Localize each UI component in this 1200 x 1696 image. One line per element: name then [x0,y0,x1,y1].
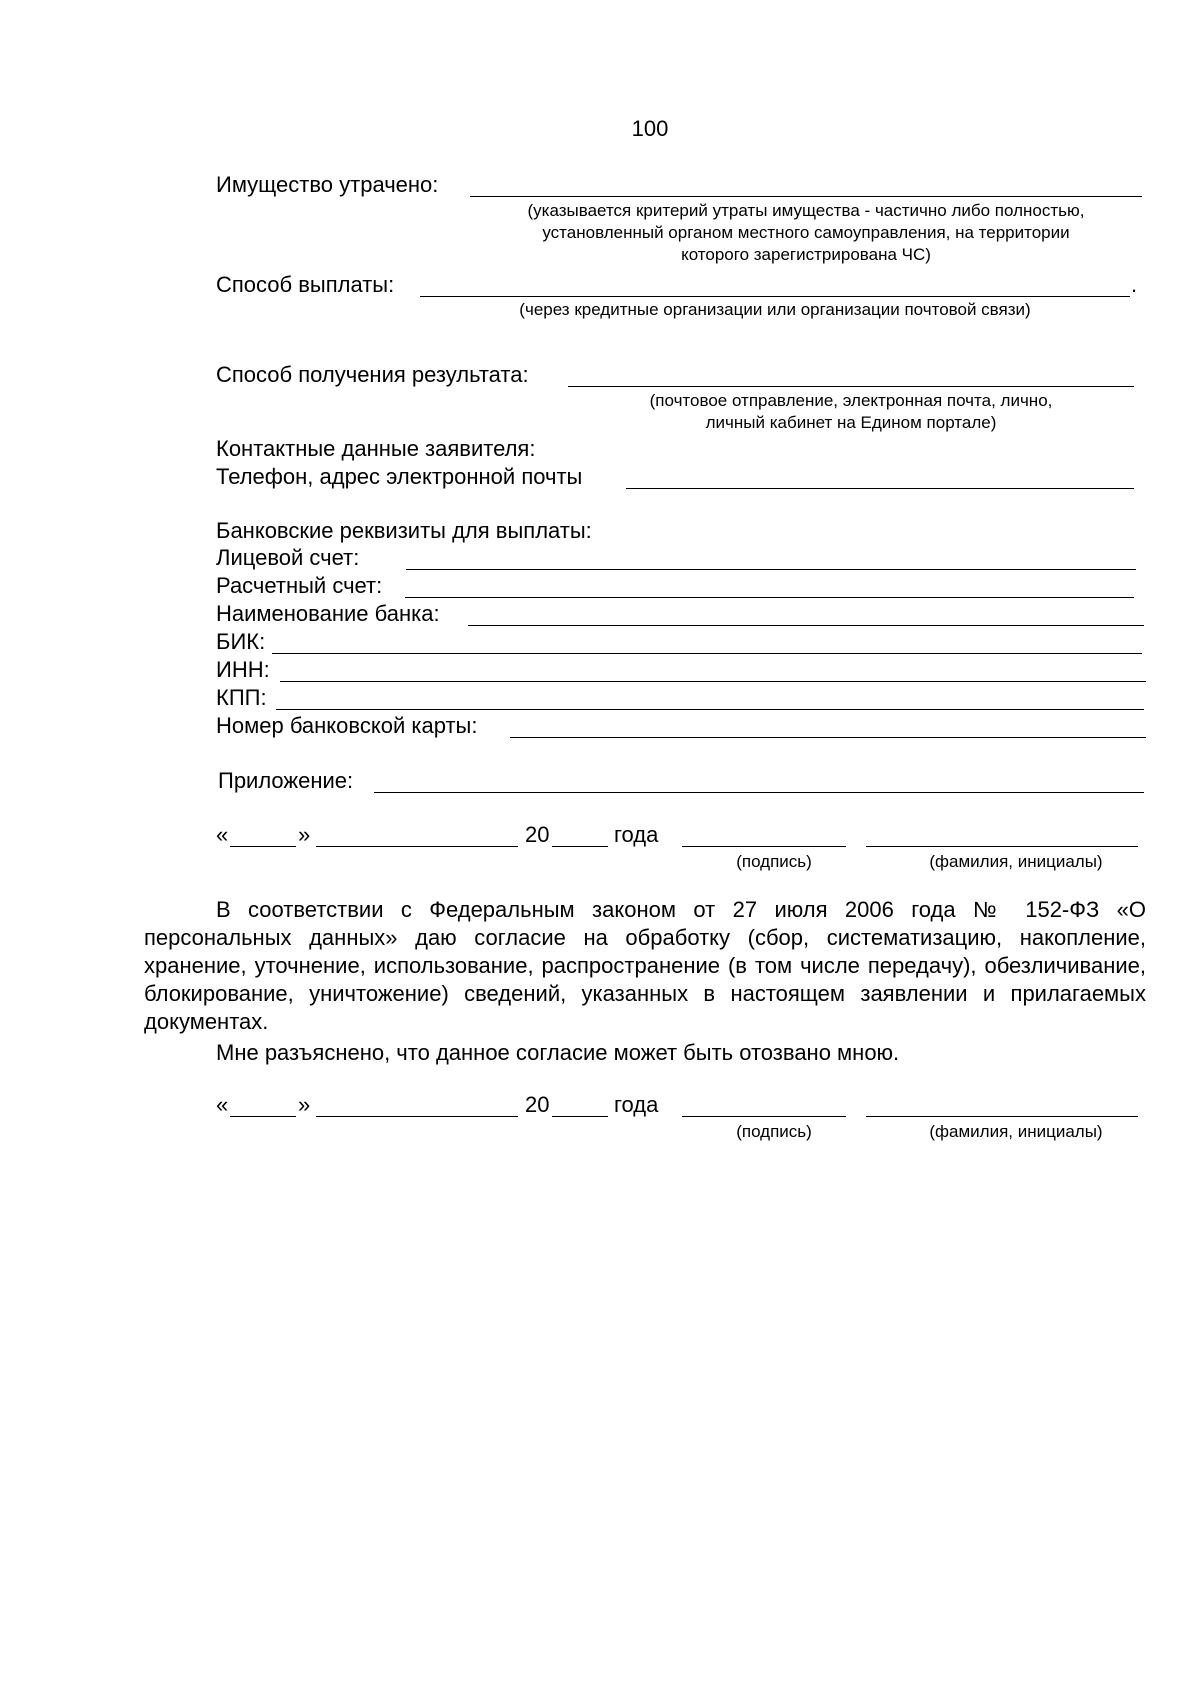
date2-day-field[interactable] [230,1116,296,1117]
date-close-quote: » [298,822,311,847]
date2-close-quote: » [298,1092,311,1117]
date-year-word: года [614,822,659,847]
bank-field-bik[interactable] [272,653,1142,654]
bank-field-inn[interactable] [280,681,1146,682]
signature2-caption: (подпись) [736,1122,812,1141]
name2-field[interactable] [866,1116,1138,1117]
signature-caption: (подпись) [736,852,812,871]
bank-field-label-settlement: Расчетный счет: [216,573,383,598]
signature-field[interactable] [682,846,846,847]
date-year-field[interactable] [552,846,608,847]
bank-field-bank-name[interactable] [468,625,1144,626]
contacts-label: Телефон, адрес электронной почты [216,464,583,489]
property-hint-1: (указывается критерий утраты имущества - частично либо полностью, [527,201,1085,220]
bank-field-card[interactable] [510,737,1146,738]
payment-hint: (через кредитные организации или организации почтовой связи) [519,300,1031,319]
bank-field-label-bik: БИК: [216,629,266,654]
attachment-label: Приложение: [218,768,354,793]
bank-heading: Банковские реквизиты для выплаты: [216,518,592,543]
result-label: Способ получения результата: [216,362,529,387]
attachment-field[interactable] [374,792,1144,793]
result-field[interactable] [568,386,1134,387]
consent-text: В соответствии с Федеральным законом от 27 июля 2006 года № 152-ФЗ «О персональных данных» даю согласие на обработку (сбор, систематизацию, накопление, хранение, уточнение, использование, распространение (в том числе передачу), обезличивание, блокирование, уничтожение) сведений, указанных в настоящем заявлении и прилагаемых документах. [144,897,1146,1034]
consent-paragraph [144,896,1146,1036]
contacts-heading: Контактные данные заявителя: [216,436,536,461]
name2-caption: (фамилия, инициалы) [929,1122,1103,1141]
property-label: Имущество утрачено: [216,172,439,197]
payment-end: . [1131,272,1138,297]
date-day-field[interactable] [230,846,296,847]
bank-field-label-kpp: КПП: [216,685,267,710]
revocation-text: Мне разъяснено, что данное согласие может быть отозвано мною. [216,1040,900,1065]
bank-field-account[interactable] [406,569,1136,570]
result-hint-2: личный кабинет на Едином портале) [705,413,997,432]
date-open-quote: « [216,822,229,847]
property-hint-2: установленный органом местного самоуправления, на территории [542,223,1070,242]
date2-year-prefix: 20 [525,1092,550,1117]
date2-year-field[interactable] [552,1116,608,1117]
property-field[interactable] [470,196,1142,197]
name-field[interactable] [866,846,1138,847]
payment-field[interactable] [420,296,1130,297]
contacts-field[interactable] [626,488,1134,489]
date2-year-word: года [614,1092,659,1117]
page-number: 100 [631,116,669,141]
date2-month-field[interactable] [316,1116,518,1117]
bank-field-kpp[interactable] [276,709,1144,710]
bank-field-settlement[interactable] [405,597,1134,598]
bank-field-label-account: Лицевой счет: [216,545,360,570]
date-year-prefix: 20 [525,822,550,847]
bank-field-label-bank-name: Наименование банка: [216,601,440,626]
payment-label: Способ выплаты: [216,272,395,297]
bank-field-label-inn: ИНН: [216,657,270,682]
bank-field-label-card: Номер банковской карты: [216,713,478,738]
result-hint-1: (почтовое отправление, электронная почта, лично, [649,391,1053,410]
name-caption: (фамилия, инициалы) [929,852,1103,871]
property-hint-3: которого зарегистрирована ЧС) [681,245,931,264]
signature2-field[interactable] [682,1116,846,1117]
date-month-field[interactable] [316,846,518,847]
date2-open-quote: « [216,1092,229,1117]
